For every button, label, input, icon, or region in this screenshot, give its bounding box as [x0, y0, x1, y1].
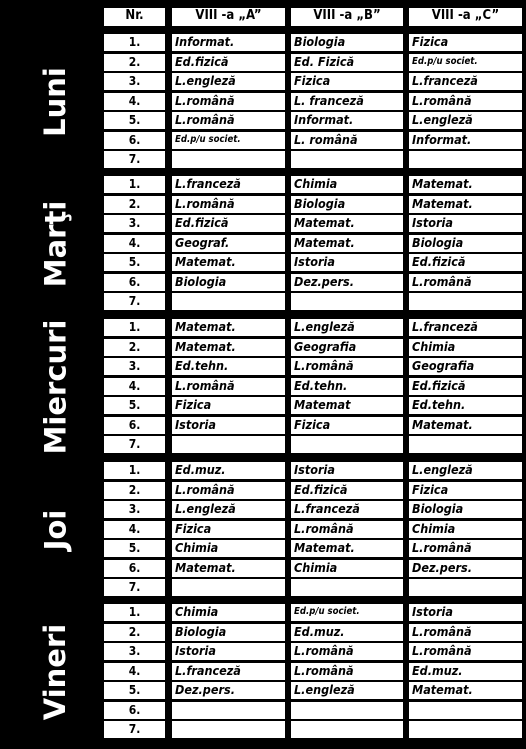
subject-cell-class-a: L.engleză — [172, 501, 285, 518]
period-number: 7. — [104, 151, 165, 168]
subject-cell-class-a: L.franceză — [172, 176, 285, 193]
subject-cell-class-c: L.engleză — [409, 462, 522, 479]
subject-cell-class-c: L.franceză — [409, 73, 522, 90]
subject-cell-class-b: L.franceză — [291, 501, 403, 518]
day-name: Miercuri — [38, 319, 73, 455]
subject-cell-class-a: Ed.fizică — [172, 54, 285, 71]
period-number: 6. — [104, 132, 165, 149]
subject-cell-class-a: Istoria — [172, 417, 285, 434]
subject-cell-class-c: Ed.muz. — [409, 663, 522, 680]
subject-cell-class-b: Biologia — [291, 34, 403, 51]
period-number: 2. — [104, 54, 165, 71]
period-number: 3. — [104, 501, 165, 518]
subject-cell-class-a: Matemat. — [172, 560, 285, 577]
subject-cell-class-b — [291, 702, 403, 719]
period-number: 2. — [104, 196, 165, 213]
subject-cell-class-c: L.franceză — [409, 319, 522, 336]
subject-cell-class-a — [172, 436, 285, 453]
day-name: Marţi — [38, 200, 73, 288]
subject-cell-class-a: Istoria — [172, 643, 285, 660]
subject-cell-class-b: L.română — [291, 358, 403, 375]
subject-cell-class-b: Fizica — [291, 73, 403, 90]
subject-cell-class-b: Ed.p/u societ. — [291, 604, 403, 621]
period-number: 7. — [104, 293, 165, 310]
subject-cell-class-b: L.română — [291, 521, 403, 538]
subject-cell-class-a — [172, 702, 285, 719]
subject-cell-class-b: Dez.pers. — [291, 274, 403, 291]
subject-cell-class-b: Informat. — [291, 112, 403, 129]
subject-cell-class-c: L.română — [409, 624, 522, 641]
subject-cell-class-a: Matemat. — [172, 339, 285, 356]
period-number: 3. — [104, 643, 165, 660]
subject-cell-class-c: L.română — [409, 93, 522, 110]
subject-cell-class-a: Matemat. — [172, 254, 285, 271]
period-number: 4. — [104, 378, 165, 395]
period-number: 5. — [104, 682, 165, 699]
period-number: 5. — [104, 540, 165, 557]
subject-cell-class-a — [172, 151, 285, 168]
subject-cell-class-b: Matemat. — [291, 235, 403, 252]
subject-cell-class-b: Chimia — [291, 560, 403, 577]
subject-cell-class-c: Fizica — [409, 34, 522, 51]
subject-cell-class-a: Chimia — [172, 604, 285, 621]
period-number: 6. — [104, 274, 165, 291]
subject-cell-class-b: Ed. Fizică — [291, 54, 403, 71]
subject-cell-class-b — [291, 721, 403, 738]
period-number: 7. — [104, 721, 165, 738]
period-number: 3. — [104, 358, 165, 375]
subject-cell-class-a: Informat. — [172, 34, 285, 51]
subject-cell-class-b: Ed.tehn. — [291, 378, 403, 395]
period-number: 1. — [104, 34, 165, 51]
day-label — [13, 176, 97, 313]
subject-cell-class-b: Matemat. — [291, 540, 403, 557]
header-class-b: VIII -a „B” — [291, 8, 403, 26]
subject-cell-class-c — [409, 293, 522, 310]
subject-cell-class-b: L.engleză — [291, 319, 403, 336]
period-number: 7. — [104, 579, 165, 596]
subject-cell-class-a: L.română — [172, 93, 285, 110]
day-name: Vineri — [38, 624, 72, 721]
subject-cell-class-a: Ed.tehn. — [172, 358, 285, 375]
subject-cell-class-a: Matemat. — [172, 319, 285, 336]
subject-cell-class-c — [409, 436, 522, 453]
subject-cell-class-b: L.engleză — [291, 682, 403, 699]
period-number: 6. — [104, 417, 165, 434]
subject-cell-class-c: L.engleză — [409, 112, 522, 129]
subject-cell-class-b: Ed.muz. — [291, 624, 403, 641]
period-number: 4. — [104, 93, 165, 110]
subject-cell-class-c: Chimia — [409, 521, 522, 538]
period-number: 1. — [104, 604, 165, 621]
day-name: Joi — [38, 509, 72, 551]
subject-cell-class-a: Ed.p/u societ. — [172, 132, 285, 149]
header-class-c: VIII -a „C” — [409, 8, 522, 26]
subject-cell-class-c: Dez.pers. — [409, 560, 522, 577]
day-label — [13, 604, 97, 741]
period-number: 4. — [104, 235, 165, 252]
period-number: 1. — [104, 462, 165, 479]
subject-cell-class-c — [409, 702, 522, 719]
period-number: 2. — [104, 339, 165, 356]
period-number: 7. — [104, 436, 165, 453]
subject-cell-class-c: Chimia — [409, 339, 522, 356]
subject-cell-class-a: Dez.pers. — [172, 682, 285, 699]
day-label — [13, 462, 97, 599]
subject-cell-class-b — [291, 436, 403, 453]
day-name: Luni — [38, 67, 72, 138]
subject-cell-class-c: Matemat. — [409, 176, 522, 193]
subject-cell-class-a — [172, 579, 285, 596]
subject-cell-class-c: L.română — [409, 540, 522, 557]
subject-cell-class-c: Matemat. — [409, 417, 522, 434]
period-number: 4. — [104, 521, 165, 538]
subject-cell-class-c — [409, 151, 522, 168]
subject-cell-class-c — [409, 721, 522, 738]
subject-cell-class-a: Fizica — [172, 397, 285, 414]
period-number: 2. — [104, 482, 165, 499]
subject-cell-class-b: Chimia — [291, 176, 403, 193]
period-number: 5. — [104, 112, 165, 129]
header-class-a: VIII -a „A” — [172, 8, 285, 26]
period-number: 3. — [104, 215, 165, 232]
subject-cell-class-b: Matemat — [291, 397, 403, 414]
header-nr: Nr. — [104, 8, 165, 26]
subject-cell-class-b: Ed.fizică — [291, 482, 403, 499]
subject-cell-class-c: Ed.fizică — [409, 378, 522, 395]
day-label — [13, 34, 97, 171]
subject-cell-class-b: L. franceză — [291, 93, 403, 110]
subject-cell-class-b: Fizica — [291, 417, 403, 434]
subject-cell-class-a: Biologia — [172, 274, 285, 291]
subject-cell-class-a: Geograf. — [172, 235, 285, 252]
subject-cell-class-c: Fizica — [409, 482, 522, 499]
subject-cell-class-a: L.engleză — [172, 73, 285, 90]
subject-cell-class-c — [409, 579, 522, 596]
subject-cell-class-b — [291, 293, 403, 310]
subject-cell-class-c: Informat. — [409, 132, 522, 149]
period-number: 6. — [104, 702, 165, 719]
subject-cell-class-a: L.română — [172, 112, 285, 129]
subject-cell-class-b — [291, 151, 403, 168]
subject-cell-class-c: Biologia — [409, 235, 522, 252]
period-number: 6. — [104, 560, 165, 577]
subject-cell-class-c: Istoria — [409, 604, 522, 621]
period-number: 5. — [104, 397, 165, 414]
subject-cell-class-b: Biologia — [291, 196, 403, 213]
subject-cell-class-a: L.franceză — [172, 663, 285, 680]
subject-cell-class-c: Matemat. — [409, 196, 522, 213]
subject-cell-class-c: Ed.p/u societ. — [409, 54, 522, 71]
subject-cell-class-a: Biologia — [172, 624, 285, 641]
subject-cell-class-c: Biologia — [409, 501, 522, 518]
subject-cell-class-a: L.română — [172, 482, 285, 499]
period-number: 3. — [104, 73, 165, 90]
subject-cell-class-c: Geografia — [409, 358, 522, 375]
subject-cell-class-b: Geografia — [291, 339, 403, 356]
period-number: 2. — [104, 624, 165, 641]
period-number: 5. — [104, 254, 165, 271]
subject-cell-class-c: Ed.fizică — [409, 254, 522, 271]
subject-cell-class-b: Istoria — [291, 254, 403, 271]
subject-cell-class-a: L.română — [172, 378, 285, 395]
subject-cell-class-a: Chimia — [172, 540, 285, 557]
subject-cell-class-c: Istoria — [409, 215, 522, 232]
subject-cell-class-c: L.română — [409, 274, 522, 291]
day-label — [13, 319, 97, 456]
subject-cell-class-b — [291, 579, 403, 596]
period-number: 4. — [104, 663, 165, 680]
subject-cell-class-c: Matemat. — [409, 682, 522, 699]
subject-cell-class-a — [172, 293, 285, 310]
subject-cell-class-a — [172, 721, 285, 738]
subject-cell-class-b: L. română — [291, 132, 403, 149]
subject-cell-class-b: Matemat. — [291, 215, 403, 232]
subject-cell-class-a: Fizica — [172, 521, 285, 538]
subject-cell-class-a: Ed.muz. — [172, 462, 285, 479]
subject-cell-class-b: Istoria — [291, 462, 403, 479]
subject-cell-class-c: Ed.tehn. — [409, 397, 522, 414]
period-number: 1. — [104, 319, 165, 336]
period-number: 1. — [104, 176, 165, 193]
subject-cell-class-c: L.română — [409, 643, 522, 660]
subject-cell-class-b: L.română — [291, 663, 403, 680]
subject-cell-class-b: L.română — [291, 643, 403, 660]
subject-cell-class-a: L.română — [172, 196, 285, 213]
subject-cell-class-a: Ed.fizică — [172, 215, 285, 232]
